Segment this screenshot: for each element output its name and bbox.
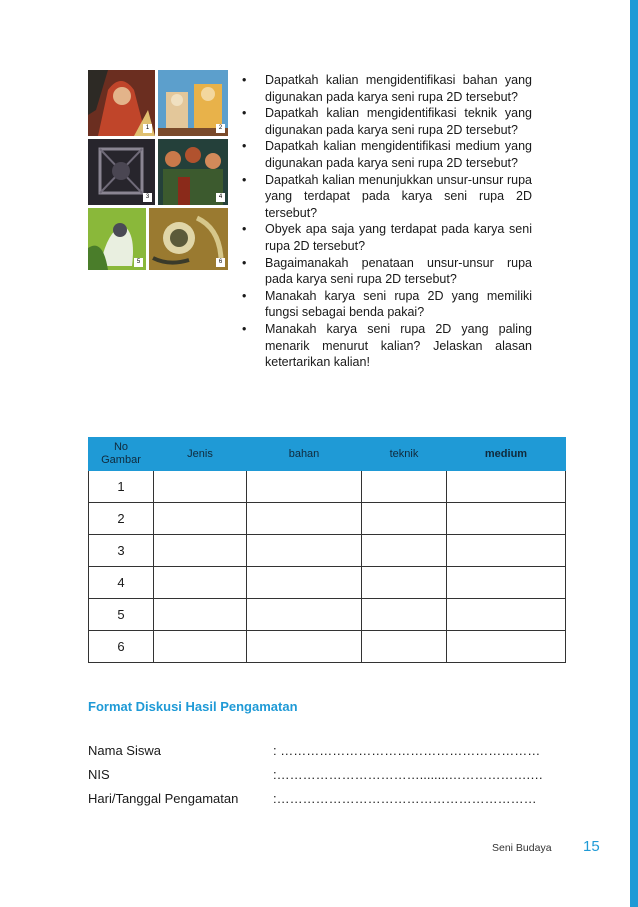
table-row	[89, 471, 566, 503]
artwork-image-4	[158, 139, 228, 205]
field-hari-tanggal	[88, 791, 537, 806]
cell-jenis[interactable]	[154, 567, 247, 599]
artwork-number: 5	[134, 258, 143, 267]
table-row	[89, 631, 566, 663]
cell-medium[interactable]	[447, 503, 566, 535]
artwork-image-3	[88, 139, 155, 205]
cell-teknik[interactable]	[362, 535, 447, 567]
question-item	[240, 288, 532, 321]
cell-bahan[interactable]	[247, 599, 362, 631]
table-header-row	[89, 438, 566, 471]
artwork-grid	[88, 70, 228, 270]
artwork-number: 6	[216, 258, 225, 267]
question-item	[240, 105, 532, 138]
page-edge-bar	[630, 0, 638, 907]
field-nis	[88, 767, 544, 782]
field-label: NIS	[88, 767, 110, 782]
table-row	[89, 599, 566, 631]
table-row	[89, 503, 566, 535]
table-row	[89, 567, 566, 599]
page-number: 15	[583, 838, 600, 855]
artwork-number: 4	[216, 193, 225, 202]
cell-jenis[interactable]	[154, 599, 247, 631]
cell-bahan[interactable]	[247, 503, 362, 535]
question-list	[240, 72, 532, 371]
bullet-icon: •	[242, 255, 247, 270]
header-jenis: Jenis	[154, 438, 247, 471]
row-number: 6	[89, 631, 154, 663]
cell-medium[interactable]	[447, 599, 566, 631]
field-nama-siswa	[88, 743, 541, 758]
bullet-icon: •	[242, 222, 247, 237]
format-title: Format Diskusi Hasil Pengamatan	[88, 699, 298, 714]
artwork-number: 3	[143, 193, 152, 202]
cell-teknik[interactable]	[362, 471, 447, 503]
field-fill-line[interactable]: : ……………………………………………………	[273, 743, 541, 758]
question-text: Dapatkah kalian mengidentifikasi bahan yang digunakan pada karya seni rupa 2D tersebut?	[265, 73, 532, 104]
observation-table	[88, 437, 566, 663]
row-number: 4	[89, 567, 154, 599]
cell-teknik[interactable]	[362, 567, 447, 599]
cell-medium[interactable]	[447, 535, 566, 567]
bullet-icon: •	[242, 73, 247, 87]
cell-jenis[interactable]	[154, 471, 247, 503]
footer-book-title: Seni Budaya	[492, 842, 552, 854]
header-teknik: teknik	[362, 438, 447, 471]
cell-medium[interactable]	[447, 631, 566, 663]
cell-bahan[interactable]	[247, 631, 362, 663]
table-row	[89, 535, 566, 567]
question-item	[240, 72, 532, 105]
question-item	[240, 172, 532, 222]
header-no-gambar: No Gambar	[89, 438, 154, 471]
field-fill-line[interactable]: :……………………………………………………	[273, 791, 537, 806]
question-item	[240, 321, 532, 371]
artwork-image-5	[88, 208, 146, 270]
question-item	[240, 255, 532, 288]
artwork-number: 1	[143, 124, 152, 133]
field-fill-line[interactable]: :……………………………........……………….…	[273, 767, 544, 782]
cell-bahan[interactable]	[247, 471, 362, 503]
bullet-icon: •	[242, 172, 247, 187]
row-number: 5	[89, 599, 154, 631]
field-label: Hari/Tanggal Pengamatan	[88, 791, 239, 806]
cell-jenis[interactable]	[154, 535, 247, 567]
cell-bahan[interactable]	[247, 567, 362, 599]
cell-jenis[interactable]	[154, 631, 247, 663]
bullet-icon: •	[242, 288, 247, 303]
cell-bahan[interactable]	[247, 535, 362, 567]
question-item	[240, 221, 532, 254]
artwork-number: 2	[216, 124, 225, 133]
question-item	[240, 138, 532, 171]
bullet-icon: •	[242, 139, 247, 154]
cell-jenis[interactable]	[154, 503, 247, 535]
question-text: Dapatkah kalian mengidentifikasi teknik yang digunakan pada karya seni rupa 2D tersebut?	[265, 106, 532, 137]
cell-medium[interactable]	[447, 567, 566, 599]
cell-teknik[interactable]	[362, 503, 447, 535]
question-text: Manakah karya seni rupa 2D yang memiliki fungsi sebagai benda pakai?	[265, 288, 532, 320]
artwork-image-1	[88, 70, 155, 136]
question-text: Dapatkah kalian menunjukkan unsur-unsur rupa yang terdapat pada karya seni rupa 2D tersebut?	[265, 172, 532, 220]
question-text: Dapatkah kalian mengidentifikasi medium yang digunakan pada karya seni rupa 2D tersebut?	[265, 139, 532, 170]
row-number: 2	[89, 503, 154, 535]
bullet-icon: •	[242, 321, 247, 336]
field-label: Nama Siswa	[88, 743, 161, 758]
question-text: Bagaimanakah penataan unsur-unsur rupa pada karya seni rupa 2D tersebut?	[265, 255, 532, 287]
question-text: Obyek apa saja yang terdapat pada karya seni rupa 2D tersebut?	[265, 222, 532, 253]
cell-teknik[interactable]	[362, 599, 447, 631]
cell-medium[interactable]	[447, 471, 566, 503]
artwork-image-2	[158, 70, 228, 136]
bullet-icon: •	[242, 106, 247, 121]
cell-teknik[interactable]	[362, 631, 447, 663]
header-medium: medium	[447, 438, 566, 471]
row-number: 1	[89, 471, 154, 503]
question-text: Manakah karya seni rupa 2D yang paling menarik menurut kalian? Jelaskan alasan ketertarikan kalian!	[265, 321, 532, 370]
row-number: 3	[89, 535, 154, 567]
artwork-image-6	[149, 208, 228, 270]
header-bahan: bahan	[247, 438, 362, 471]
